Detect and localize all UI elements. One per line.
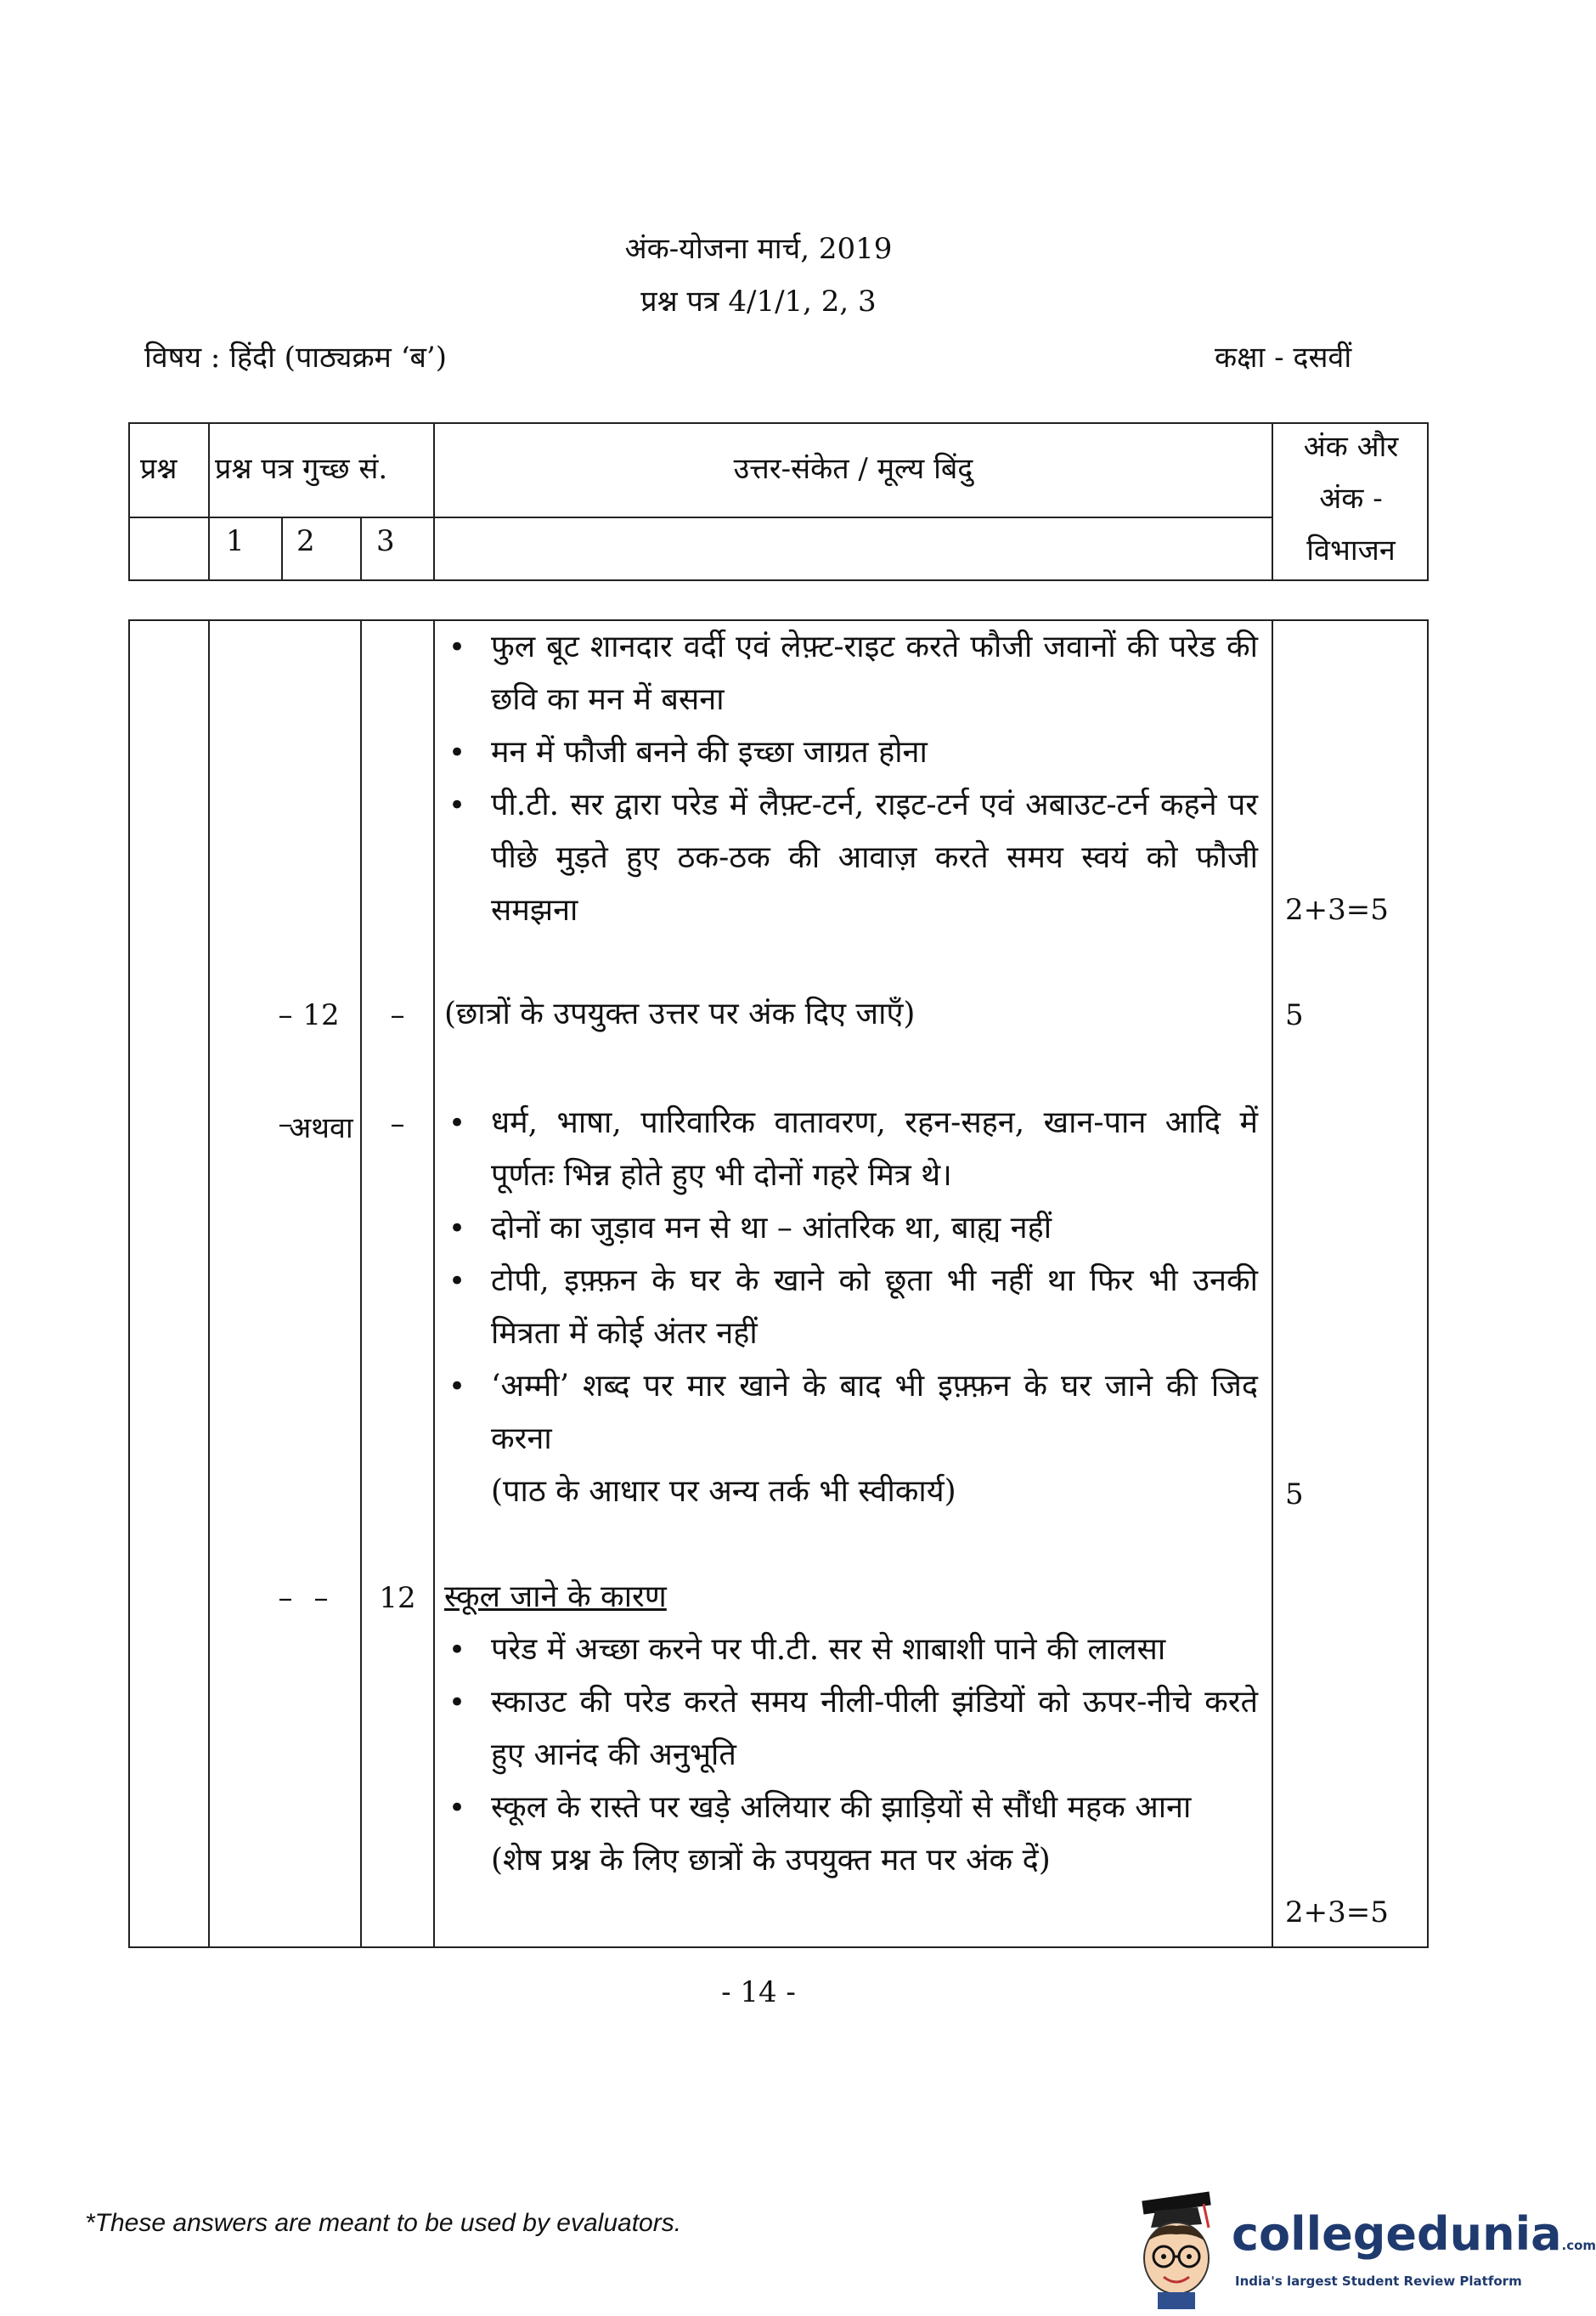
set-3-header: 3 [376,524,395,558]
set-2-value: अथवा [289,1111,353,1145]
marks-block-3: 5 [1285,1477,1304,1511]
page-number: - 14 - [721,1975,796,2009]
subject-line: विषय : हिंदी (पाठ्यक्रम ‘ब’) [144,341,447,375]
set-2-value: 12 [302,998,340,1032]
set-1-value: – [278,1107,293,1141]
col-question-header: प्रश्न [140,452,178,486]
marks-block-1: 2+3=5 [1285,893,1389,927]
brand-name: collegedunia [1232,2207,1562,2261]
answer-heading: स्कूल जाने के कारण [444,1579,667,1614]
set-1-value: – [278,998,293,1032]
table-header [128,422,1429,581]
mascot-logo-icon [1125,2192,1227,2311]
list-item: • पी.टी. सर द्वारा परेड में लैफ़्ट-टर्न, राइट-टर्न एवं अबाउट-टर्न कहने पर पीछे मुड़ते हुए ठक-ठक की आवाज़ करते समय स्वयं को फौजी समझना [444,779,1258,937]
list-item: • स्कूल के रास्ते पर खड़े अलियार की झाड़ियों से सौंधी महक आना [444,1782,1258,1834]
class-line: कक्षा - दसवीं [1215,341,1352,375]
marks-block-2: 5 [1285,998,1304,1032]
paper-code: प्रश्न पत्र 4/1/1, 2, 3 [640,285,877,319]
brand-suffix: .com [1561,2238,1596,2253]
list-item: • स्काउट की परेड करते समय नीली-पीली झंडियों को ऊपर-नीचे करते हुए आनंद की अनुभूति [444,1676,1258,1782]
set-1-header: 1 [226,524,245,558]
set-2-value: – [313,1581,329,1615]
answer-note: (पाठ के आधार पर अन्य तर्क भी स्वीकार्य) [491,1474,956,1509]
answer-block-3 [444,1097,1258,1518]
col-set-header: प्रश्न पत्र गुच्छ सं. [215,452,388,486]
footer-note: *These answers are meant to be used by evaluators. [85,2209,682,2237]
col-marks-header-2: अंक - [1319,482,1383,516]
col-marks-header-3: विभाजन [1306,534,1396,568]
list-item: • दोनों का जुड़ाव मन से था – आंतरिक था, बाह्य नहीं [444,1202,1258,1255]
set-3-value: 12 [379,1581,416,1615]
document-title: अंक-योजना मार्च, 2019 [624,232,893,266]
brand-tagline: India's largest Student Review Platform [1235,2274,1522,2289]
marks-block-4: 2+3=5 [1285,1895,1389,1929]
brand-logo[interactable] [1232,2207,1596,2261]
set-1-value: – [278,1581,293,1615]
set-3-value: – [390,998,405,1032]
list-item: • मन में फौजी बनने की इच्छा जाग्रत होना [444,726,1258,779]
list-item: • फुल बूट शानदार वर्दी एवं लेफ़्ट-राइट करते फौजी जवानों की परेड की छवि का मन में बसना [444,621,1258,726]
answer-block-2: (छात्रों के उपयुक्त उत्तर पर अंक दिए जाएँ) [444,997,916,1031]
col-marks-header-1: अंक और [1303,430,1399,464]
list-item: • ‘अम्मी’ शब्द पर मार खाने के बाद भी इफ़्फ़न के घर जाने की जिद करना [444,1360,1258,1466]
answer-block-1 [444,621,1258,937]
list-item: • परेड में अच्छा करने पर पी.टी. सर से शाबाशी पाने की लालसा [444,1624,1258,1676]
answer-note: (शेष प्रश्न के लिए छात्रों के उपयुक्त मत पर अंक दें) [491,1843,1051,1878]
set-3-value: – [390,1107,405,1141]
set-2-header: 2 [296,524,315,558]
list-item: • धर्म, भाषा, पारिवारिक वातावरण, रहन-सहन, खान-पान आदि में पूर्णतः भिन्न होते हुए भी दोनों गहरे मित्र थे। [444,1097,1258,1202]
col-answer-header: उत्तर-संकेत / मूल्य बिंदु [733,452,973,486]
list-item: • टोपी, इफ़्फ़न के घर के खाने को छूता भी नहीं था फिर भी उनकी मित्रता में कोई अंतर नहीं [444,1255,1258,1360]
answer-block-4 [444,1571,1258,1887]
table-body [128,619,1429,1948]
